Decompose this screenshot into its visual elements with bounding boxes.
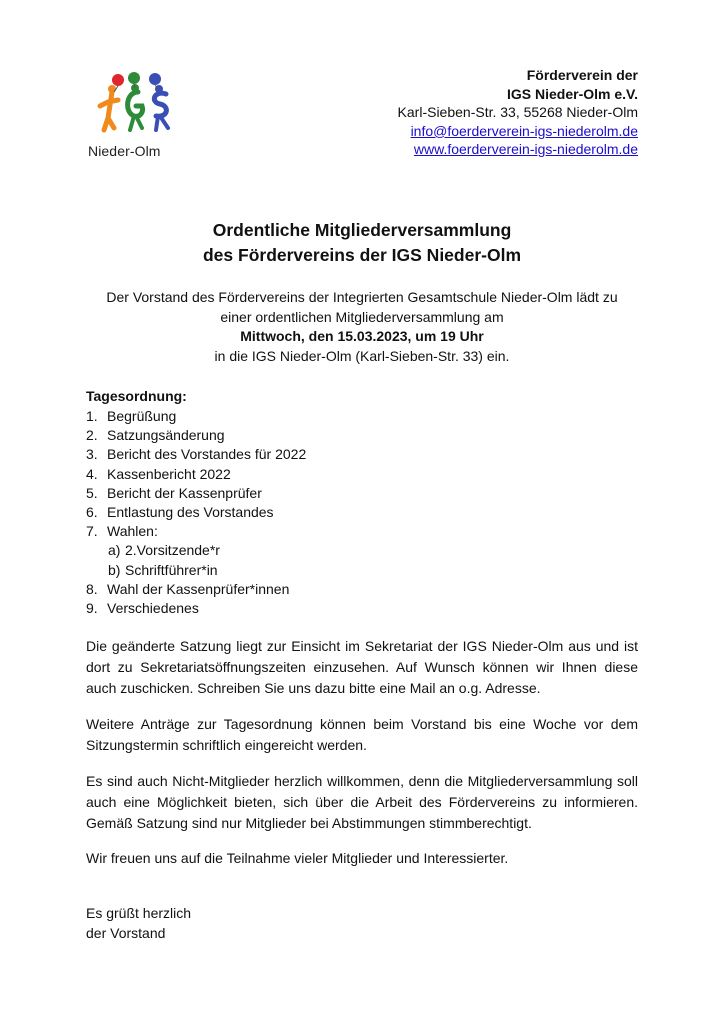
agenda-item-text: Wahlen:	[107, 523, 158, 540]
agenda-item-number: 3.	[86, 446, 98, 463]
invitation-text	[0, 288, 724, 366]
organization-block	[398, 66, 638, 159]
title-line-2: des Fördervereins der IGS Nieder-Olm	[202, 245, 522, 265]
agenda-item-number: 4.	[86, 465, 98, 482]
agenda-item-text: Bericht der Kassenprüfer	[107, 484, 262, 501]
agenda-heading: Tagesordnung:	[86, 388, 187, 404]
closing-signature: der Vorstand	[86, 924, 166, 941]
agenda-item-number: 5.	[86, 484, 98, 501]
agenda-item-number: 6.	[86, 503, 98, 520]
intro-line-1: Der Vorstand des Fördervereins der Integrierten Gesamtschule Nieder-Olm lädt zu	[106, 289, 618, 305]
closing	[86, 904, 191, 943]
paragraph-satzung: Die geänderte Satzung liegt zur Einsicht im Sekretariat der IGS Nieder-Olm aus und ist dort zu Sekretariatsöffnungszeiten einzusehen. Auf Wunsch können wir Ihnen diese auch zuschicken. Schreiben Sie uns dazu bitte eine Mail an o.g. Adresse.	[86, 638, 638, 696]
agenda-subitem-text: 2.Vorsitzende*r	[125, 542, 220, 559]
org-address: Karl-Sieben-Str. 33, 55268 Nieder-Olm	[397, 104, 638, 121]
agenda-subitem-letter: b)	[108, 561, 121, 578]
document-title	[0, 218, 724, 268]
agenda-item-text: Entlastung des Vorstandes	[107, 503, 274, 520]
title-line-1: Ordentliche Mitgliederversammlung	[212, 220, 512, 240]
agenda-item-number: 8.	[86, 580, 98, 597]
agenda-item-text: Verschiedenes	[107, 599, 199, 616]
intro-line-4: in die IGS Nieder-Olm (Karl-Sieben-Str. 33) ein.	[214, 347, 510, 364]
agenda-item-number: 1.	[86, 408, 98, 424]
agenda-item-number: 9.	[86, 599, 98, 616]
website-link[interactable]: www.foerderverein-igs-niederolm.de	[413, 141, 638, 158]
logo-caption: Nieder-Olm	[88, 143, 161, 159]
agenda-item-text: Satzungsänderung	[107, 427, 225, 444]
agenda-item-text: Bericht des Vorstandes für 2022	[107, 446, 307, 463]
intro-line-2: einer ordentlichen Mitgliederversammlung am	[220, 308, 504, 325]
meeting-date: Mittwoch, den 15.03.2023, um 19 Uhr	[240, 328, 484, 345]
agenda-item-text: Kassenbericht 2022	[107, 465, 231, 482]
agenda-item-text: Wahl der Kassenprüfer*innen	[107, 580, 290, 597]
paragraph-freuen: Wir freuen uns auf die Teilnahme vieler Mitglieder und Interessierter.	[86, 850, 509, 866]
paragraph-gaeste: Es sind auch Nicht-Mitglieder herzlich willkommen, denn die Mitgliederversammlung soll auch eine Möglichkeit bieten, sich über die Arbeit des Fördervereins zu informieren. Gemäß Satzung sind nur Mitglieder bei Abstimmungen stimmberechtigt.	[86, 773, 638, 831]
closing-line-1: Es grüßt herzlich	[86, 905, 192, 921]
agenda-subitem-letter: a)	[108, 542, 121, 559]
email-link[interactable]: info@foerderverein-igs-niederolm.de	[410, 122, 638, 139]
agenda-subitem-text: Schriftführer*in	[125, 561, 218, 578]
paragraph-antraege: Weitere Anträge zur Tagesordnung können beim Vorstand bis eine Woche vor dem Sitzungstermin schriftlich eingereicht werden.	[86, 716, 638, 753]
agenda-item-number: 7.	[86, 523, 98, 540]
agenda-item-number: 2.	[86, 427, 98, 444]
org-name: Förderverein der	[526, 67, 638, 83]
agenda-item-text: Begrüßung	[107, 408, 177, 424]
org-name-line2: IGS Nieder-Olm e.V.	[507, 85, 638, 102]
